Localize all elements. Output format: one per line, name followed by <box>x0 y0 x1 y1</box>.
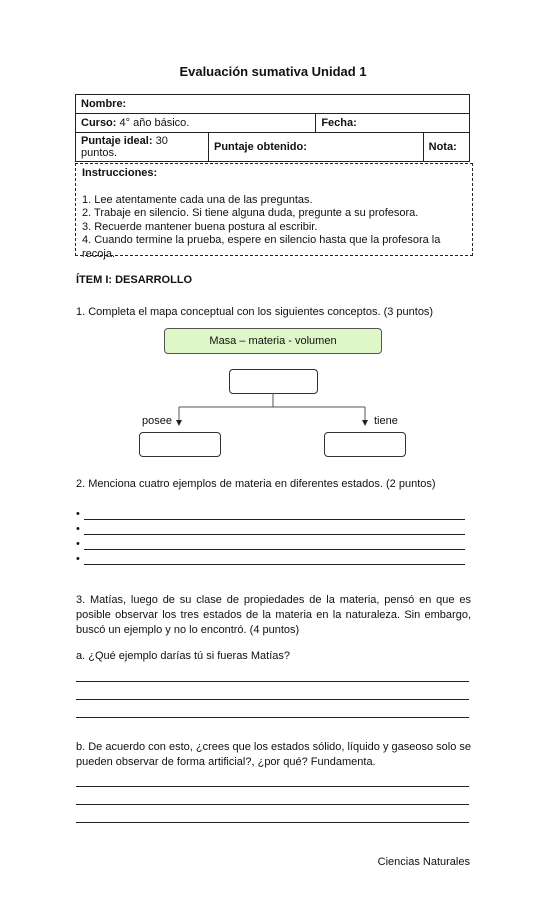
instruction-item: 3. Recuerde mantener buena postura al escribir. <box>82 220 318 233</box>
answer-line[interactable] <box>76 822 469 823</box>
concept-map-left-box[interactable] <box>139 432 221 457</box>
course-value: 4° año básico. <box>119 117 190 129</box>
bullet: • <box>76 553 80 565</box>
bullet: • <box>76 538 80 550</box>
question-1: 1. Completa el mapa conceptual con los siguientes conceptos. (3 puntos) <box>76 306 434 318</box>
section-heading: ÍTEM I: DESARROLLO <box>76 274 193 286</box>
name-label: Nombre: <box>81 98 127 110</box>
instruction-item: 2. Trabaje en silencio. Si tiene alguna duda, pregunte a su profesora. <box>82 207 419 219</box>
page-title: Evaluación sumativa Unidad 1 <box>179 64 367 79</box>
tiene-label: tiene <box>374 415 398 427</box>
instruction-item: 4. Cuando termine la prueba, espere en silencio hasta que la profesora la recoja. <box>82 234 441 260</box>
course-label: Curso: <box>81 117 117 129</box>
bullet: • <box>76 508 80 520</box>
question-3: 3. Matías, luego de su clase de propiedades de la materia, pensó en que es posible observar los tres estados de la materia en la naturaleza. Sin embargo, buscó un ejemplo y no lo encontró. (4 puntos) <box>76 594 471 636</box>
question-3a: a. ¿Qué ejemplo darías tú si fueras Matías? <box>76 650 290 662</box>
answer-line[interactable] <box>76 681 469 682</box>
grade-label: Nota: <box>428 141 457 153</box>
obtained-score-label: Puntaje obtenido: <box>214 141 307 153</box>
answer-line[interactable] <box>76 699 469 700</box>
answer-line[interactable] <box>76 804 469 805</box>
answer-line[interactable] <box>76 717 469 718</box>
bullet: • <box>76 523 80 535</box>
posee-label: posee <box>142 415 172 427</box>
concepts-box: Masa – materia - volumen <box>164 328 382 354</box>
question-2: 2. Menciona cuatro ejemplos de materia en diferentes estados. (2 puntos) <box>76 478 436 490</box>
ideal-score-label: Puntaje ideal: <box>81 135 153 147</box>
concept-map-right-box[interactable] <box>324 432 406 457</box>
question-3b: b. De acuerdo con esto, ¿crees que los estados sólido, líquido y gaseoso solo se pueden observar de forma artificial?, ¿por qué? Fundamenta. <box>76 741 472 768</box>
instruction-item: 1. Lee atentamente cada una de las preguntas. <box>82 193 313 206</box>
instructions-heading: Instrucciones: <box>82 167 158 179</box>
ideal-score-value: 30 puntos. <box>81 135 168 159</box>
footer-subject: Ciencias Naturales <box>377 856 470 868</box>
answer-line[interactable] <box>76 786 469 787</box>
answer-line[interactable] <box>84 534 465 535</box>
date-label: Fecha: <box>321 117 357 129</box>
answer-line[interactable] <box>84 564 465 565</box>
answer-line[interactable] <box>84 519 465 520</box>
answer-line[interactable] <box>84 549 465 550</box>
